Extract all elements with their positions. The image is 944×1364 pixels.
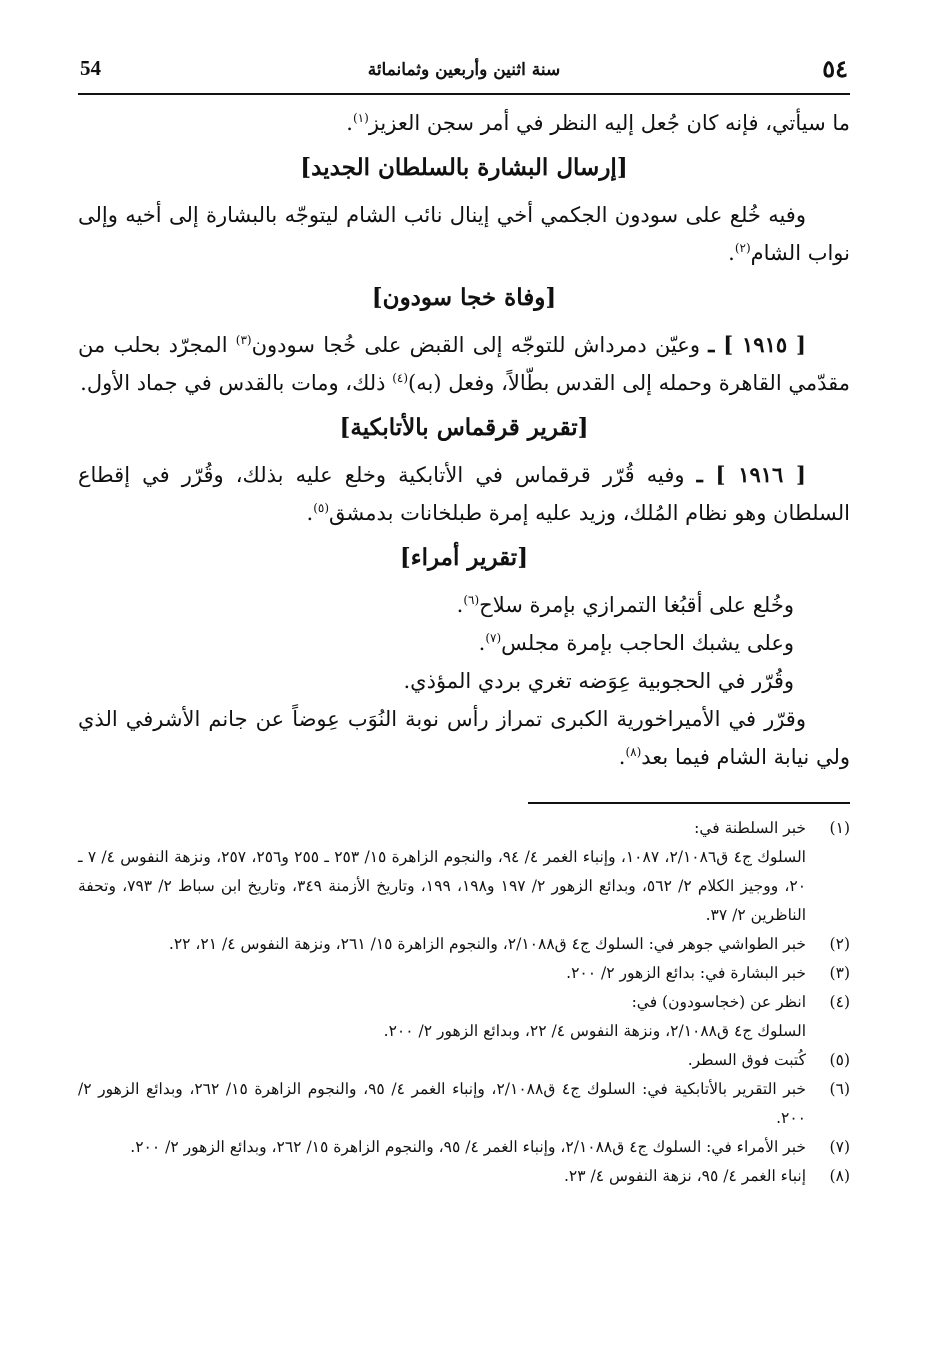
entry-number: [ ١٩١٦ ] ـ [696, 462, 806, 487]
paragraph [78, 456, 850, 532]
footnote [78, 930, 850, 959]
section-heading: [إرسال البشارة بالسلطان الجديد] [300, 154, 628, 181]
footnote-text: خبر الطواشي جوهر في: السلوك ج٤ ق٢/١٠٨٨، والنجوم الزاهرة ١٥/ ٢٦١، ونزهة النفوس ٤/ ٢١، ٢٢. [168, 934, 806, 953]
paragraph-end: . [306, 501, 314, 525]
main-text [78, 104, 850, 776]
footnote-mark: (٢) [829, 934, 850, 953]
footnote [78, 959, 850, 988]
paragraph-text: وفيه قُرّر قرقماس في الأتابكية وخلع عليه بذلك، وقُرّر في إقطاع السلطان وهو نظام المُلك، وزيد عليه إمرة طبلخانات بدمشق [78, 463, 850, 525]
footnote-ref: (٢) [734, 241, 751, 255]
footnote-text: انظر عن (خجاسودون) في: [631, 992, 806, 1011]
running-head [78, 40, 850, 86]
paragraph [78, 586, 850, 624]
section-heading: [وفاة خجا سودون] [371, 284, 557, 311]
footnote [78, 814, 850, 843]
section-heading: [تقرير قرقماس بالأتابكية] [339, 414, 589, 441]
footnote-ref: (١) [352, 111, 369, 125]
paragraph-text: المجرّد بحلب من مقدّمي القاهرة وحمله إلى القدس بطّالاً، وفعل (به) [78, 333, 850, 395]
page-number-arabic: ٥٤ [822, 54, 848, 83]
book-page [78, 40, 850, 1191]
footnotes [78, 814, 850, 1191]
footnote [78, 1162, 850, 1191]
paragraph-text: وخُلع على أقبُغا التمرازي بإمرة سلاح [479, 593, 794, 617]
entry-number: [ ١٩١٥ ] ـ [708, 332, 806, 357]
footnote [78, 1133, 850, 1162]
footnote-text: كُتبت فوق السطر. [687, 1050, 806, 1069]
footnote-mark: (٧) [829, 1137, 850, 1156]
footnote [78, 1017, 850, 1046]
paragraph [78, 326, 850, 402]
footnote-ref: (٥) [313, 501, 330, 515]
footnote-ref: (٧) [485, 631, 502, 645]
footnote-ref: (٦) [463, 593, 480, 607]
footnote-ref: (٤) [392, 371, 409, 385]
footnote [78, 988, 850, 1017]
footnote-text: السلوك ج٤ ق٢/١٠٨٦، ١٠٨٧، وإنباء الغمر ٤/ ٩٤، والنجوم الزاهرة ١٥/ ٢٥٣ ـ ٢٥٥ و٢٥٦، ٢٥٧، ونزهة النفوس ٤/ ٧ ـ ٢٠، ووجيز الكلام ٢/ ٥٦٢، وبدائع الزهور ٢/ ١٩٧ و١٩٨، ١٩٩، وتاريخ الأزمنة ٣٤٩، وتاريخ ابن سباط ٢/ ٧٩٣، وتحفة الناظرين ٢/ ٣٧. [78, 847, 807, 924]
footnote-rule [528, 802, 850, 804]
paragraph-end: . [346, 111, 353, 135]
footnote-ref: (٨) [625, 745, 642, 759]
footnote [78, 1046, 850, 1075]
footnote-text: خبر السلطنة في: [694, 818, 806, 837]
paragraph-end: . [456, 593, 464, 617]
paragraph [78, 624, 850, 662]
paragraph-end: . [728, 241, 735, 265]
footnote-text: خبر البشارة في: بدائع الزهور ٢/ ٢٠٠. [566, 963, 806, 982]
paragraph-end: . [478, 631, 486, 655]
footnote-mark [806, 1017, 850, 1046]
running-title: سنة اثنين وأربعين وثمانمائة [367, 60, 561, 80]
footnote-text: خبر التقرير بالأتابكية في: السلوك ج٤ ق٢/١٠٨٨، وإنباء الغمر ٤/ ٩٥، والنجوم الزاهرة ١٥/ ٢٦٢، وبدائع الزهور ٢/ ٢٠٠. [78, 1079, 807, 1127]
paragraph-text: ذلك، ومات بالقدس في جماد الأول. [80, 371, 386, 395]
footnote-mark [806, 843, 850, 930]
page-number-latin: 54 [80, 56, 101, 80]
footnote-mark: (٣) [829, 963, 850, 982]
paragraph-text: وعيّن دمرداش للتوجّه إلى القبض على خُجا سودون [251, 333, 700, 357]
paragraph [78, 662, 850, 700]
footnote-mark: (٦) [829, 1079, 850, 1098]
footnote-ref: (٣) [235, 333, 252, 347]
paragraph-text: وقُرّر في الحجوبية عِوَضه تغري بردي المؤذي. [403, 669, 794, 693]
paragraph-text: وفيه خُلع على سودون الجكمي أخي إينال نائب الشام ليتوجّه بالبشارة إلى أخيه وإلى نواب الشام [78, 203, 850, 265]
footnote [78, 1075, 850, 1133]
footnote-text: السلوك ج٤ ق٢/١٠٨٨، ونزهة النفوس ٤/ ٢٢، وبدائع الزهور ٢/ ٢٠٠. [383, 1021, 806, 1040]
footnote-text: إنباء الغمر ٤/ ٩٥، نزهة النفوس ٤/ ٢٣. [563, 1166, 806, 1185]
paragraph [78, 700, 850, 776]
footnote-mark: (٥) [829, 1050, 850, 1069]
footnote [78, 843, 850, 930]
paragraph-text: وقرّر في الأميراخورية الكبرى تمراز رأس نوبة النُوَب عِوضاً عن جانم الأشرفي الذي ولي نيابة الشام فيما بعد [78, 707, 850, 769]
paragraph-text: وعلى يشبك الحاجب بإمرة مجلس [501, 631, 794, 655]
header-rule [78, 93, 850, 95]
footnote-text: خبر الأمراء في: السلوك ج٤ ق٢/١٠٨٨، وإنباء الغمر ٤/ ٩٥، والنجوم الزاهرة ١٥/ ٢٦٢، وبدائع الزهور ٢/ ٢٠٠. [130, 1137, 806, 1156]
paragraph [78, 196, 850, 272]
footnote-mark: (٤) [829, 992, 850, 1011]
footnote-mark: (١) [829, 818, 850, 837]
paragraph-text: ما سيأتي، فإنه كان جُعل إليه النظر في أمر سجن العزيز [368, 111, 850, 135]
paragraph-end: . [618, 745, 626, 769]
footnote-mark: (٨) [829, 1166, 850, 1185]
section-heading: [تقرير أمراء] [399, 544, 529, 571]
paragraph [78, 104, 850, 142]
